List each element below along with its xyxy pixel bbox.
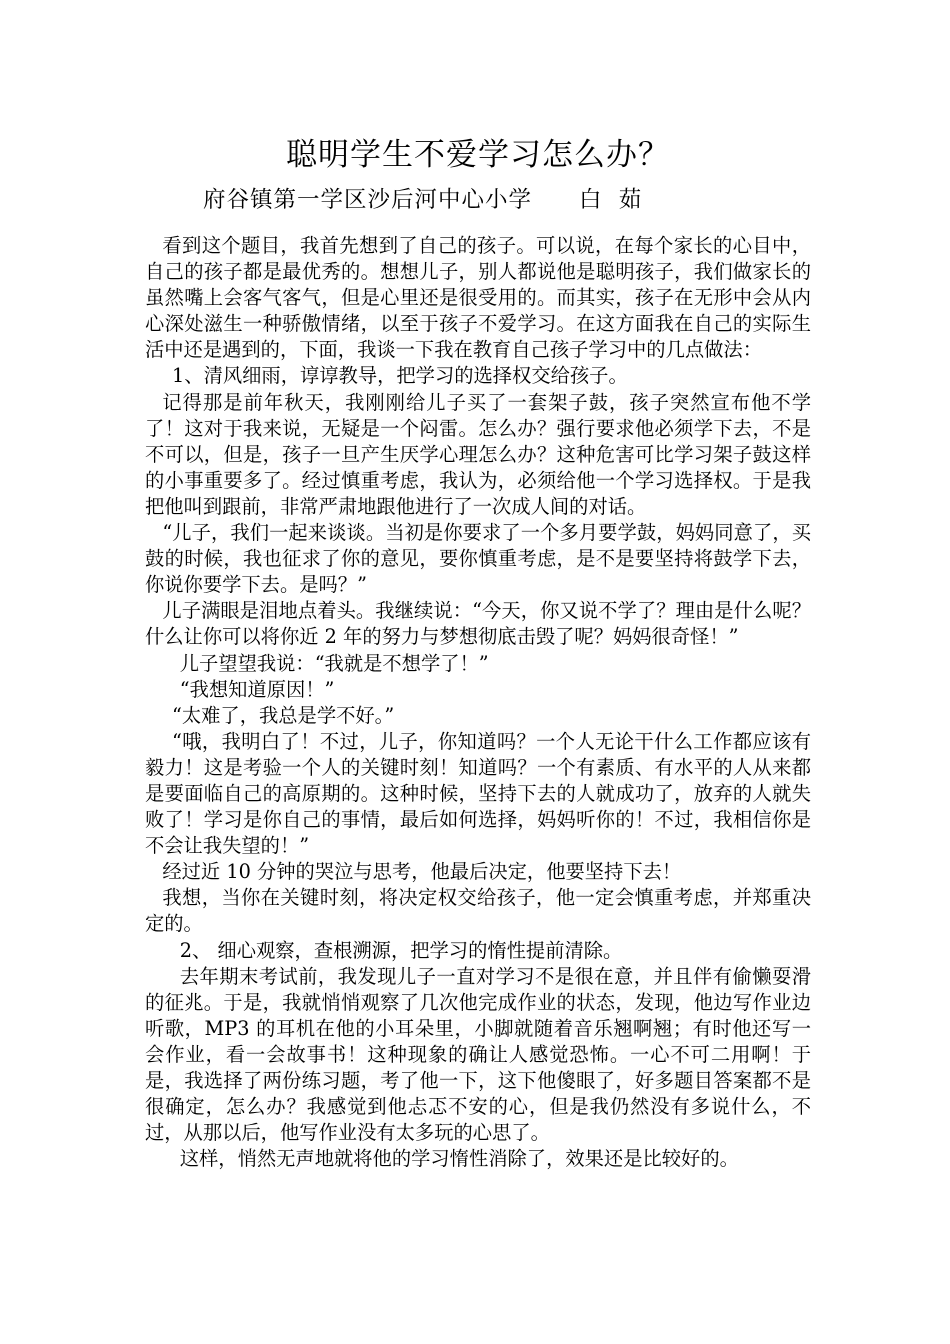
paragraph: 我想，当你在关键时刻，将决定权交给孩子，他一定会慎重考虑，并郑重决定的。	[145, 886, 811, 936]
paragraph-intro: 看到这个题目，我首先想到了自己的孩子。可以说，在每个家长的心目中，自己的孩子都是最优秀的。想想儿子，别人都说他是聪明孩子，我们做家长的虽然嘴上会客气客气，但是心里还是很受用的。而其实，孩子在无形中会从内心深处滋生一种骄傲情绪，以至于孩子不爱学习。在这方面我在自己的实际生活中还是遇到的，下面，我谈一下我在教育自己孩子学习中的几点做法：	[145, 234, 811, 362]
document-page	[145, 120, 811, 1172]
paragraph: “我想知道原因！”	[179, 677, 335, 701]
paragraph: 儿子满眼是泪地点着头。我继续说：“今天，你又说不学了？理由是什么呢？什么让你可以将你近 2 年的努力与梦想彻底击毁了呢？妈妈很奇怪！”	[145, 599, 811, 649]
paragraph: 记得那是前年秋天，我刚刚给儿子买了一套架子鼓，孩子突然宣布他不学了！这对于我来说，无疑是一个闷雷。怎么办？强行要求他必须学下去，不是不可以，但是，孩子一旦产生厌学心理怎么办？这种危害可比学习架子鼓这样的小事重要多了。经过慎重考虑，我认为，必须给他一个学习选择权。于是我把他叫到跟前，非常严肃地跟他进行了一次成人间的对话。	[145, 390, 811, 518]
paragraph: 经过近 10 分钟的哭泣与思考，他最后决定，他要坚持下去！	[162, 860, 682, 884]
paragraph: “哦，我明白了！不过，儿子，你知道吗？一个人无论干什么工作都应该有毅力！这是考验一个人的关键时刻！知道吗？一个有素质、有水平的人从来都是要面临自己的高原期的。这种时候，坚持下去的人就成功了，放弃的人就失败了！学习是你自己的事情，最后如何选择，妈妈听你的！不过，我相信你是不会让我失望的！”	[145, 729, 811, 858]
paragraph: 儿子望望我说：“我就是不想学了！”	[179, 651, 489, 675]
paragraph-conclusion: 这样，悄然无声地就将他的学习惰性消除了，效果还是比较好的。	[179, 1147, 739, 1171]
paragraph: 去年期末考试前，我发现儿子一直对学习不是很在意，并且伴有偷懒耍滑的征兆。于是，我就悄悄观察了几次他完成作业的状态，发现，他边写作业边听歌，MP3 的耳机在他的小耳朵里，小脚就随着音乐翘啊翘；有时他还写一会作业，看一会故事书！这种现象的确让人感觉恐怖。一心不可二用啊！于是，我选择了两份练习题，考了他一下，这下他傻眼了，好多题目答案都不是很确定，怎么办？我感觉到他忐忑不安的心，但是我仍然没有多说什么，不过，从那以后，他写作业没有太多玩的心思了。	[145, 964, 811, 1145]
document-body	[145, 233, 811, 1172]
paragraph: “儿子，我们一起来谈谈。当初是你要求了一个多月要学鼓，妈妈同意了，买鼓的时候，我也征求了你的意见，要你慎重考虑，是不是要坚持将鼓学下去，你说你要学下去。是吗？”	[145, 521, 811, 597]
document-title: 聪明学生不爱学习怎么办？	[286, 137, 670, 173]
paragraph-heading-2: 2、 细心观察，查根溯源，把学习的惰性提前清除。	[179, 938, 623, 962]
paragraph: “太难了，我总是学不好。”	[172, 703, 395, 727]
author-line: 府谷镇第一学区沙后河中心小学 白 茹	[203, 187, 643, 213]
paragraph-heading-1: 1、清风细雨，谆谆教导，把学习的选择权交给孩子。	[172, 364, 628, 388]
